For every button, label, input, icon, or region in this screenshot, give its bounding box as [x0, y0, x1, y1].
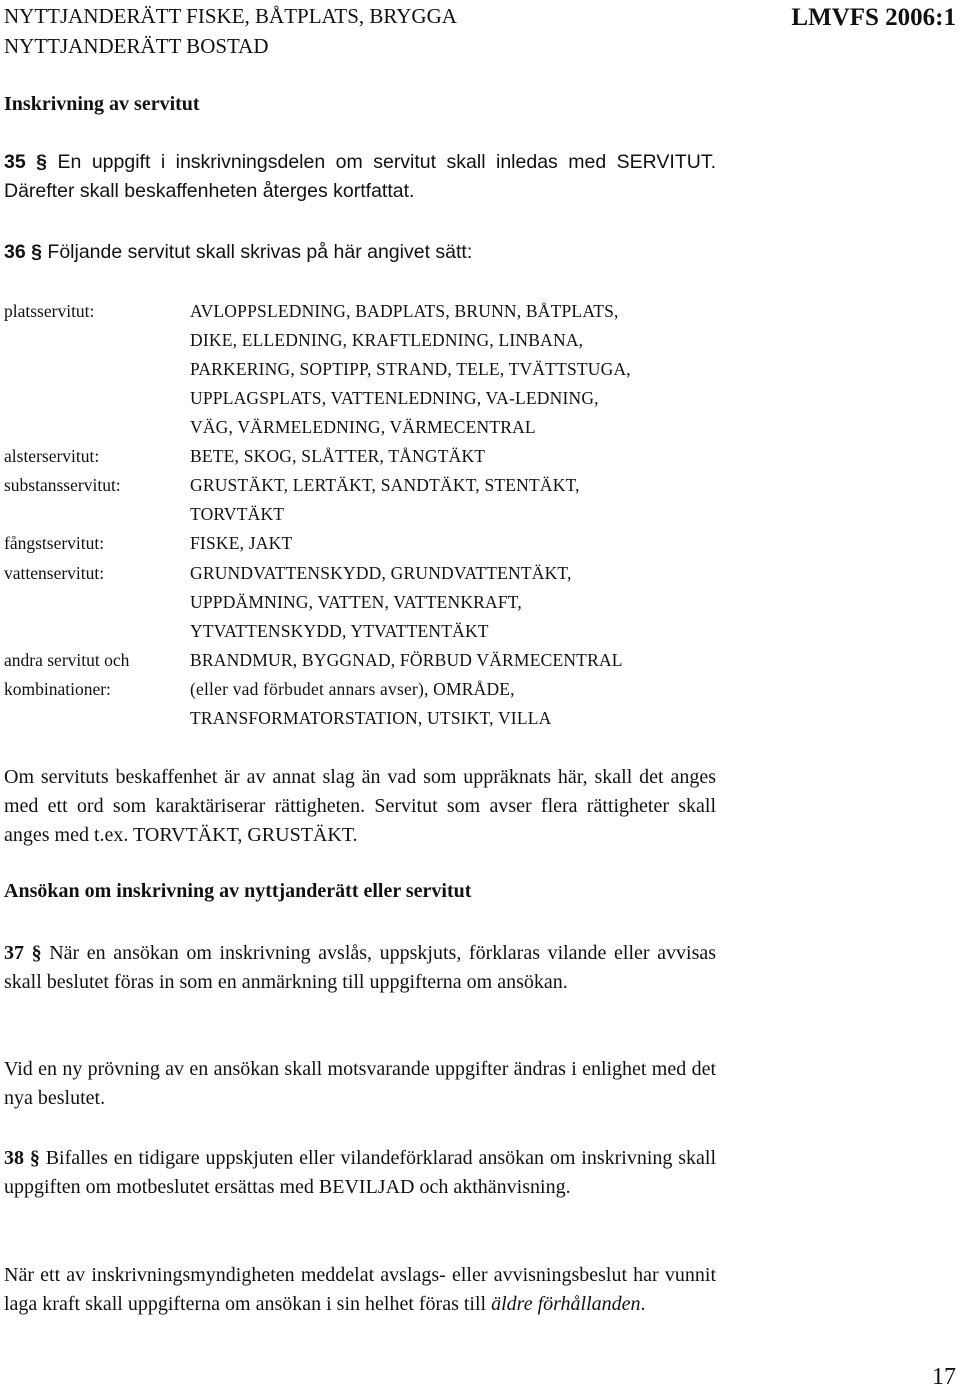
servitut-value-line: PARKERING, SOPTIPP, STRAND, TELE, TVÄTTSTUGA,: [190, 359, 631, 379]
servitut-value-line: TRANSFORMATORSTATION, UTSIKT, VILLA: [190, 708, 552, 728]
section-number-36: 36: [4, 241, 26, 263]
header-title-line2: NYTTJANDERÄTT BOSTAD: [4, 34, 269, 58]
servitut-label-substansservitut: substansservitut:: [4, 475, 121, 495]
servitut-value-line: GRUSTÄKT, LERTÄKT, SANDTÄKT, STENTÄKT,: [190, 475, 580, 495]
paragraph-35: [4, 148, 716, 206]
servitut-label-kombinationer: kombinationer:: [4, 679, 111, 699]
section-symbol-icon: §: [36, 151, 48, 173]
servitut-value-line: VÄG, VÄRMELEDNING, VÄRMECENTRAL: [190, 417, 536, 437]
section-number-37: 37: [4, 942, 24, 964]
section-symbol-icon: §: [29, 1147, 40, 1169]
servitut-label-fangstservitut: fångstservitut:: [4, 533, 105, 553]
paragraph-laga-kraft: [4, 1261, 716, 1319]
section-number-38: 38: [4, 1147, 24, 1169]
section-number-35: 35: [4, 151, 26, 173]
header-title-line1: NYTTJANDERÄTT FISKE, BÅTPLATS, BRYGGA: [4, 4, 457, 28]
servitut-value-line: AVLOPPSLEDNING, BADPLATS, BRUNN, BÅTPLATS,: [190, 301, 619, 321]
paragraph-laga-kraft-text: När ett av inskrivningsmyndigheten meddelat avslags- eller avvisningsbeslut har vunnit laga kraft skall uppgifterna om ansökan i sin helhet föras till: [4, 1264, 716, 1315]
servitut-value-line: UPPDÄMNING, VATTEN, VATTENKRAFT,: [190, 592, 522, 612]
servitut-value-line: DIKE, ELLEDNING, KRAFTLEDNING, LINBANA,: [190, 330, 584, 350]
servitut-value-line: (eller vad förbudet annars avser), OMRÅDE,: [190, 679, 515, 699]
servitut-value-line: BRANDMUR, BYGGNAD, FÖRBUD VÄRMECENTRAL: [190, 650, 623, 670]
header-document-code: LMVFS 2006:1: [791, 4, 956, 31]
paragraph-36-text: Följande servitut skall skrivas på här angivet sätt:: [47, 241, 473, 263]
servitut-value-line: YTVATTENSKYDD, YTVATTENTÄKT: [190, 621, 489, 641]
paragraph-38-text: Bifalles en tidigare uppskjuten eller vilandeförklarad ansökan om inskrivning skall uppgiften om motbeslutet ersättas med BEVILJAD och akthänvisning.: [4, 1147, 717, 1198]
servitut-label-platsservitut: platsservitut:: [4, 301, 95, 321]
servitut-label-andra-servitut: andra servitut och: [4, 650, 130, 670]
section-symbol-icon: §: [31, 241, 42, 263]
paragraph-37-text: När en ansökan om inskrivning avslås, uppskjuts, förklaras vilande eller avvisas skall beslutet föras in som en anmärkning till uppgifterna om ansökan.: [4, 942, 717, 993]
paragraph-37: [4, 939, 716, 997]
servitut-label-vattenservitut: vattenservitut:: [4, 563, 105, 583]
heading-ansokan-om-inskrivning: Ansökan om inskrivning av nyttjanderätt eller servitut: [4, 880, 472, 902]
paragraph-ny-provning: Vid en ny prövning av en ansökan skall motsvarande uppgifter ändras i enlighet med det nya beslutet.: [4, 1058, 716, 1109]
heading-inskrivning-av-servitut: Inskrivning av servitut: [4, 93, 200, 115]
italic-aldre-forhallanden: äldre förhållanden: [491, 1293, 641, 1315]
paragraph-38: [4, 1144, 716, 1202]
paragraph-36: [4, 238, 716, 267]
servitut-label-alsterservitut: alsterservitut:: [4, 446, 100, 466]
servitut-value-line: TORVTÄKT: [190, 504, 285, 524]
page-number: 17: [932, 1364, 956, 1390]
paragraph-laga-kraft-end: .: [640, 1293, 646, 1315]
servitut-value-line: FISKE, JAKT: [190, 533, 293, 553]
paragraph-35-text: En uppgift i inskrivningsdelen om servitut skall inledas med SERVITUT. Därefter skall beskaffenheten återges kortfattat.: [4, 151, 716, 202]
servitut-value-line: GRUNDVATTENSKYDD, GRUNDVATTENTÄKT,: [190, 563, 572, 583]
section-symbol-icon: §: [31, 942, 42, 964]
paragraph-other-servitut: Om servituts beskaffenhet är av annat slag än vad som uppräknats här, skall det anges med ett ord som karaktäriserar rättigheten. Servitut som avser flera rättigheter skall anges med t.ex. TORVTÄKT, GRUSTÄKT.: [4, 766, 716, 846]
servitut-value-line: BETE, SKOG, SLÅTTER, TÅNGTÄKT: [190, 446, 486, 466]
servitut-value-line: UPPLAGSPLATS, VATTENLEDNING, VA-LEDNING,: [190, 388, 599, 408]
